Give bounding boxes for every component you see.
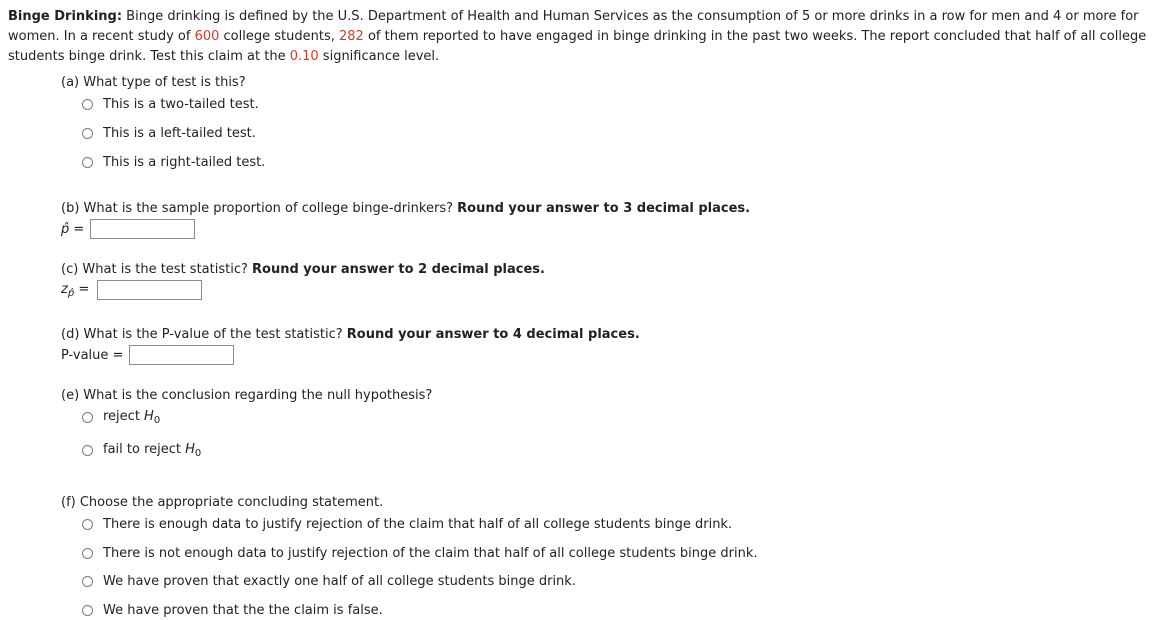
- option-text: reject: [103, 408, 145, 424]
- part-f-option-3[interactable]: [82, 572, 576, 590]
- option-label: There is not enough data to justify rejection of the claim that half of all college students binge drink.: [103, 545, 758, 561]
- sample-size-value: 600: [194, 29, 220, 44]
- radio-button[interactable]: [82, 157, 93, 168]
- part-c-field: [61, 279, 202, 301]
- part-c-instruction: Round your answer to 2 decimal places.: [252, 262, 545, 277]
- test-statistic-input[interactable]: [97, 280, 202, 300]
- radio-button[interactable]: [82, 412, 93, 423]
- binge-count-value: 282: [338, 29, 364, 44]
- radio-button[interactable]: [82, 576, 93, 587]
- part-f-option-4[interactable]: [82, 601, 383, 619]
- part-b-instruction: Round your answer to 3 decimal places.: [457, 201, 751, 216]
- p-hat-label: p̂ =: [61, 221, 85, 237]
- option-label: There is enough data to justify rejection of the claim that half of all college students binge drink.: [103, 516, 733, 532]
- z-subscript: p̂: [67, 287, 75, 299]
- option-text: fail to reject: [103, 441, 186, 457]
- part-c-question-text: (c) What is the test statistic?: [61, 262, 253, 277]
- problem-statement: [8, 7, 1153, 67]
- part-a-option-two-tailed[interactable]: [82, 95, 259, 113]
- p-value-label: P-value =: [61, 347, 124, 363]
- part-d-question: [61, 326, 640, 344]
- part-c-question: [61, 261, 545, 279]
- option-label: This is a right-tailed test.: [103, 154, 266, 170]
- h-subscript: 0: [153, 414, 161, 426]
- option-label: We have proven that the the claim is false.: [103, 602, 383, 618]
- problem-heading: Binge Drinking:: [8, 9, 123, 24]
- radio-button[interactable]: [82, 548, 93, 559]
- h-symbol: H: [144, 408, 154, 424]
- part-a-option-right-tailed[interactable]: [82, 153, 265, 171]
- part-a-option-left-tailed[interactable]: [82, 124, 256, 142]
- option-label: We have proven that exactly one half of all college students binge drink.: [103, 573, 576, 589]
- option-label: [103, 442, 201, 459]
- part-f-question: (f) Choose the appropriate concluding statement.: [61, 495, 384, 510]
- intro-text-2: college students,: [219, 29, 339, 44]
- h-subscript: 0: [194, 447, 202, 459]
- option-label: [103, 409, 160, 426]
- sample-proportion-input[interactable]: [90, 219, 195, 239]
- part-e-option-reject[interactable]: [82, 408, 160, 426]
- z-stat-label: [61, 282, 89, 299]
- p-value-input[interactable]: [129, 345, 234, 365]
- option-label: This is a two-tailed test.: [103, 96, 259, 112]
- intro-text-4: significance level.: [318, 49, 440, 64]
- part-d-field: [61, 344, 234, 366]
- part-b-field: [61, 218, 195, 240]
- part-b-question-text: (b) What is the sample proportion of college binge-drinkers?: [61, 201, 458, 216]
- part-f-option-2[interactable]: [82, 544, 758, 562]
- part-f-option-1[interactable]: [82, 515, 732, 533]
- part-d-question-text: (d) What is the P-value of the test statistic?: [61, 327, 347, 342]
- z-equals: =: [74, 281, 90, 297]
- radio-button[interactable]: [82, 99, 93, 110]
- h-symbol: H: [185, 441, 195, 457]
- part-d-instruction: Round your answer to 4 decimal places.: [346, 327, 640, 342]
- intro-text-3: of them reported to have engaged in binge drinking in the past two weeks. The report concluded that half of all college students binge drink. Test this claim at the: [8, 29, 1147, 64]
- significance-level-value: 0.10: [289, 49, 319, 64]
- radio-button[interactable]: [82, 445, 93, 456]
- radio-button[interactable]: [82, 605, 93, 616]
- intro-text-1: Binge drinking is defined by the U.S. Department of Health and Human Services as the consumption of 5 or more drinks in a row for men and 4 or more for women. In a recent study of: [8, 9, 1139, 44]
- part-e-question: (e) What is the conclusion regarding the null hypothesis?: [61, 388, 433, 403]
- option-label: This is a left-tailed test.: [103, 125, 256, 141]
- radio-button[interactable]: [82, 128, 93, 139]
- part-e-option-fail-to-reject[interactable]: [82, 441, 201, 459]
- z-symbol: z: [61, 281, 68, 297]
- part-a-question: (a) What type of test is this?: [61, 75, 246, 90]
- radio-button[interactable]: [82, 519, 93, 530]
- part-b-question: [61, 200, 750, 218]
